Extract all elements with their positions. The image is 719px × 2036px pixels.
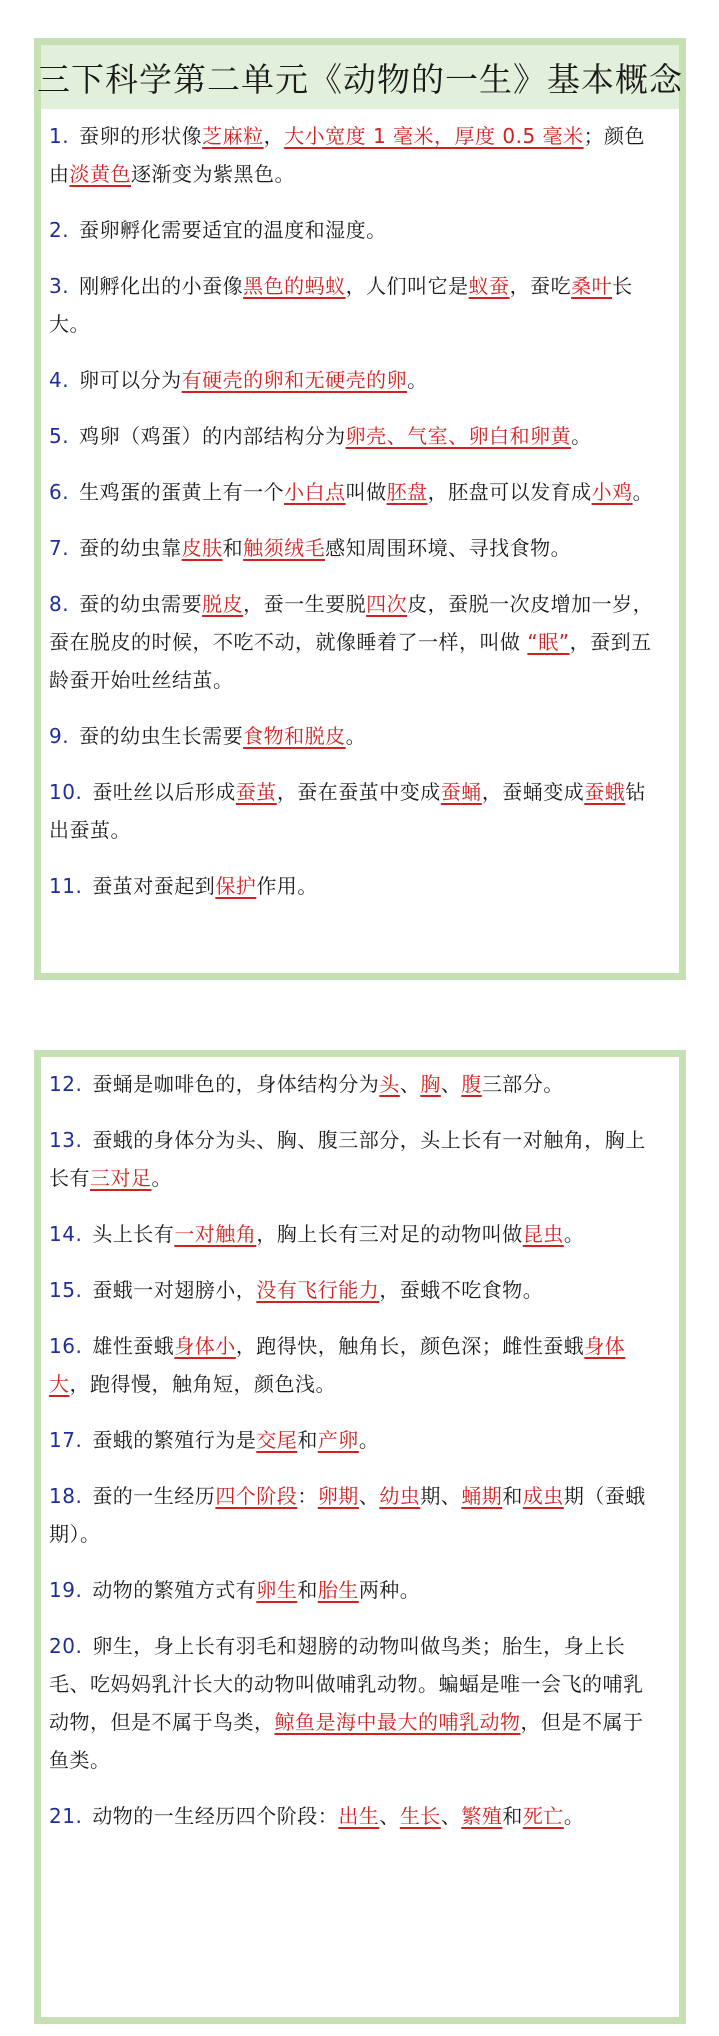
concept-item bbox=[49, 585, 663, 699]
key-term: 胸 bbox=[420, 1072, 441, 1096]
concept-item bbox=[49, 1215, 663, 1253]
item-text: 和 bbox=[297, 1428, 318, 1452]
item-number: 9. bbox=[49, 724, 70, 748]
key-term: 繁殖 bbox=[461, 1804, 503, 1828]
key-term: 交尾 bbox=[256, 1428, 298, 1452]
concept-item bbox=[49, 1065, 663, 1103]
item-text: ，蚕蛾不吃食物。 bbox=[379, 1278, 544, 1302]
key-term: 头 bbox=[379, 1072, 400, 1096]
item-text: 蚕卵孵化需要适宜的温度和湿度。 bbox=[79, 218, 387, 242]
item-text: 、 bbox=[440, 1072, 462, 1096]
item-number: 13. bbox=[49, 1128, 83, 1152]
item-number: 7. bbox=[49, 536, 70, 560]
concept-panel-1 bbox=[34, 38, 686, 980]
item-text: 、 bbox=[379, 1804, 400, 1828]
item-text: ，蚕到五龄蚕开始吐丝结茧。 bbox=[49, 630, 652, 692]
key-term: 卵期 bbox=[317, 1484, 359, 1508]
item-text: 、 bbox=[440, 1804, 462, 1828]
item-text: 感知周围环境、寻找食物。 bbox=[325, 536, 572, 560]
item-text: 。 bbox=[345, 724, 367, 748]
key-term: 蚕蛹 bbox=[440, 780, 482, 804]
item-number: 1. bbox=[49, 124, 70, 148]
item-text: ，人们叫它是 bbox=[345, 274, 469, 298]
item-number: 16. bbox=[49, 1334, 83, 1358]
concept-item bbox=[49, 361, 663, 399]
item-text: 皮，蚕脱一次皮增加一岁，蚕在脱皮的时候，不吃不动，就像睡着了一样，叫做 bbox=[49, 592, 654, 654]
item-text: 逐渐变为紫黑色。 bbox=[131, 162, 295, 186]
concept-list-2 bbox=[41, 1057, 679, 1835]
item-text: 、 bbox=[399, 1072, 421, 1096]
item-number: 4. bbox=[49, 368, 70, 392]
concept-panel-2 bbox=[34, 1050, 686, 2024]
item-number: 18. bbox=[49, 1484, 83, 1508]
item-number: 8. bbox=[49, 592, 70, 616]
item-text: 蚕蛹是咖啡色的，身体结构分为 bbox=[92, 1072, 380, 1096]
item-text: 。 bbox=[151, 1166, 172, 1190]
key-term: “眠” bbox=[527, 630, 570, 654]
item-text: ，蚕吃 bbox=[509, 274, 572, 298]
key-term: 卵壳、气室、卵白和卵黄 bbox=[345, 424, 572, 448]
key-term: 保护 bbox=[215, 874, 257, 898]
concept-item bbox=[49, 867, 663, 905]
key-term: 死亡 bbox=[522, 1804, 564, 1828]
item-text: 长大。 bbox=[49, 274, 633, 336]
page-title: 三下科学第二单元《动物的一生》基本概念 bbox=[41, 45, 679, 109]
item-number: 17. bbox=[49, 1428, 83, 1452]
key-term: 一对触角 bbox=[174, 1222, 257, 1246]
item-text: 。 bbox=[563, 1222, 585, 1246]
item-number: 21. bbox=[49, 1804, 83, 1828]
item-text: 期（蚕蛾期）。 bbox=[49, 1484, 646, 1546]
concept-item bbox=[49, 717, 663, 755]
key-term: 身体小 bbox=[174, 1334, 236, 1358]
item-text: 和 bbox=[502, 1804, 523, 1828]
key-term: 蚁蚕 bbox=[468, 274, 510, 298]
concept-item bbox=[49, 1797, 663, 1835]
item-number: 6. bbox=[49, 480, 70, 504]
item-text: 蚕茧对蚕起到 bbox=[92, 874, 216, 898]
item-text: 蚕吐丝以后形成 bbox=[92, 780, 236, 804]
item-number: 15. bbox=[49, 1278, 83, 1302]
item-text: ，但是不属于鱼类。 bbox=[49, 1710, 644, 1772]
key-term: 四次 bbox=[366, 592, 408, 616]
concept-item bbox=[49, 1477, 663, 1553]
key-term: 生长 bbox=[399, 1804, 441, 1828]
item-text: ，胚盘可以发育成 bbox=[427, 480, 592, 504]
item-number: 3. bbox=[49, 274, 70, 298]
key-term: 昆虫 bbox=[522, 1222, 564, 1246]
key-term: 桑叶 bbox=[571, 274, 613, 298]
key-term: 黑色的蚂蚁 bbox=[243, 274, 346, 298]
item-text: 雄性蚕蛾 bbox=[92, 1334, 175, 1358]
item-text: 两种。 bbox=[358, 1578, 421, 1602]
concept-item bbox=[49, 267, 663, 343]
key-term: 蚕茧 bbox=[235, 780, 277, 804]
item-number: 10. bbox=[49, 780, 83, 804]
item-text: 蚕的幼虫靠 bbox=[79, 536, 182, 560]
item-text: 刚孵化出的小蚕像 bbox=[79, 274, 244, 298]
key-term: 鲸鱼是海中最大的哺乳动物 bbox=[274, 1710, 521, 1734]
concept-item bbox=[49, 1121, 663, 1197]
item-number: 19. bbox=[49, 1578, 83, 1602]
concept-item bbox=[49, 1327, 663, 1403]
concept-item bbox=[49, 529, 663, 567]
concept-item bbox=[49, 211, 663, 249]
key-term: 幼虫 bbox=[379, 1484, 421, 1508]
item-number: 14. bbox=[49, 1222, 83, 1246]
concept-item bbox=[49, 1271, 663, 1309]
key-term: 触须绒毛 bbox=[243, 536, 326, 560]
item-text: ，蚕一生要脱 bbox=[243, 592, 367, 616]
item-number: 20. bbox=[49, 1634, 83, 1658]
concept-item bbox=[49, 473, 663, 511]
item-text: 头上长有 bbox=[92, 1222, 175, 1246]
concept-item bbox=[49, 1627, 663, 1779]
item-text: 三部分。 bbox=[481, 1072, 564, 1096]
item-number: 12. bbox=[49, 1072, 83, 1096]
item-text: 蚕卵的形状像 bbox=[79, 124, 203, 148]
concept-item bbox=[49, 1421, 663, 1459]
item-text: 蚕蛾的身体分为头、胸、腹三部分，头上长有一对触角，胸上长有 bbox=[49, 1128, 646, 1190]
key-term: 没有飞行能力 bbox=[256, 1278, 380, 1302]
item-text: ： bbox=[297, 1484, 318, 1508]
item-text: 动物的一生经历四个阶段： bbox=[92, 1804, 339, 1828]
key-term: 出生 bbox=[338, 1804, 380, 1828]
key-term: 三对足 bbox=[90, 1166, 152, 1190]
item-text: 生鸡蛋的蛋黄上有一个 bbox=[79, 480, 285, 504]
item-text: 、 bbox=[358, 1484, 380, 1508]
key-term: 芝麻粒 bbox=[202, 124, 264, 148]
key-term: 大小宽度 1 毫米，厚度 0.5 毫米 bbox=[284, 124, 584, 148]
item-number: 5. bbox=[49, 424, 70, 448]
key-term: 蛹期 bbox=[461, 1484, 503, 1508]
item-text: 和 bbox=[502, 1484, 523, 1508]
item-text: 蚕的一生经历 bbox=[92, 1484, 216, 1508]
item-text: 叫做 bbox=[345, 480, 387, 504]
key-term: 卵生 bbox=[256, 1578, 298, 1602]
item-text: 蚕的幼虫生长需要 bbox=[79, 724, 244, 748]
key-term: 四个阶段 bbox=[215, 1484, 298, 1508]
item-text: 。 bbox=[358, 1428, 380, 1452]
key-term: 胚盘 bbox=[386, 480, 428, 504]
key-term: 脱皮 bbox=[202, 592, 244, 616]
key-term: 食物和脱皮 bbox=[243, 724, 346, 748]
item-text: 和 bbox=[222, 536, 244, 560]
key-term: 腹 bbox=[461, 1072, 482, 1096]
key-term: 小白点 bbox=[284, 480, 346, 504]
key-term: 淡黄色 bbox=[69, 162, 131, 186]
key-term: 小鸡 bbox=[591, 480, 633, 504]
concept-item bbox=[49, 417, 663, 455]
concept-item bbox=[49, 773, 663, 849]
key-term: 成虫 bbox=[522, 1484, 564, 1508]
item-text: ，蚕在蚕茧中变成 bbox=[276, 780, 441, 804]
item-text: ，胸上长有三对足的动物叫做 bbox=[256, 1222, 523, 1246]
item-text: 。 bbox=[571, 424, 592, 448]
item-text: 动物的繁殖方式有 bbox=[92, 1578, 257, 1602]
item-text: ；颜色由 bbox=[49, 124, 646, 186]
item-text: 蚕蛾一对翅膀小， bbox=[92, 1278, 257, 1302]
item-text: 和 bbox=[297, 1578, 318, 1602]
item-text: ，蚕蛹变成 bbox=[481, 780, 585, 804]
item-text: 卵可以分为 bbox=[79, 368, 182, 392]
item-text: ， bbox=[263, 124, 285, 148]
key-term: 有硬壳的卵和无硬壳的卵 bbox=[181, 368, 408, 392]
item-text: 。 bbox=[632, 480, 654, 504]
item-text: 期、 bbox=[420, 1484, 462, 1508]
item-text: ，跑得慢，触角短，颜色浅。 bbox=[69, 1372, 336, 1396]
item-text: 鸡卵（鸡蛋）的内部结构分为 bbox=[79, 424, 346, 448]
item-text: 蚕蛾的繁殖行为是 bbox=[92, 1428, 257, 1452]
item-text: ，跑得快，触角长，颜色深；雌性蚕蛾 bbox=[235, 1334, 585, 1358]
key-term: 身体大 bbox=[49, 1334, 626, 1396]
item-text: 。 bbox=[407, 368, 428, 392]
concept-list-1 bbox=[41, 109, 679, 905]
key-term: 蚕蛾 bbox=[584, 780, 626, 804]
concept-item bbox=[49, 1571, 663, 1609]
item-number: 11. bbox=[49, 874, 83, 898]
item-number: 2. bbox=[49, 218, 70, 242]
item-text: 卵生，身上长有羽毛和翅膀的动物叫做鸟类；胎生，身上长毛、吃妈妈乳汁长大的动物叫做哺乳动物。蝙蝠是唯一会飞的哺乳动物，但是不属于鸟类， bbox=[49, 1634, 644, 1734]
item-text: 作用。 bbox=[256, 874, 318, 898]
item-text: 。 bbox=[563, 1804, 585, 1828]
key-term: 胎生 bbox=[317, 1578, 359, 1602]
item-text: 蚕的幼虫需要 bbox=[79, 592, 203, 616]
concept-item bbox=[49, 117, 663, 193]
key-term: 皮肤 bbox=[181, 536, 223, 560]
item-text: 钻出蚕茧。 bbox=[49, 780, 646, 842]
key-term: 产卵 bbox=[317, 1428, 359, 1452]
